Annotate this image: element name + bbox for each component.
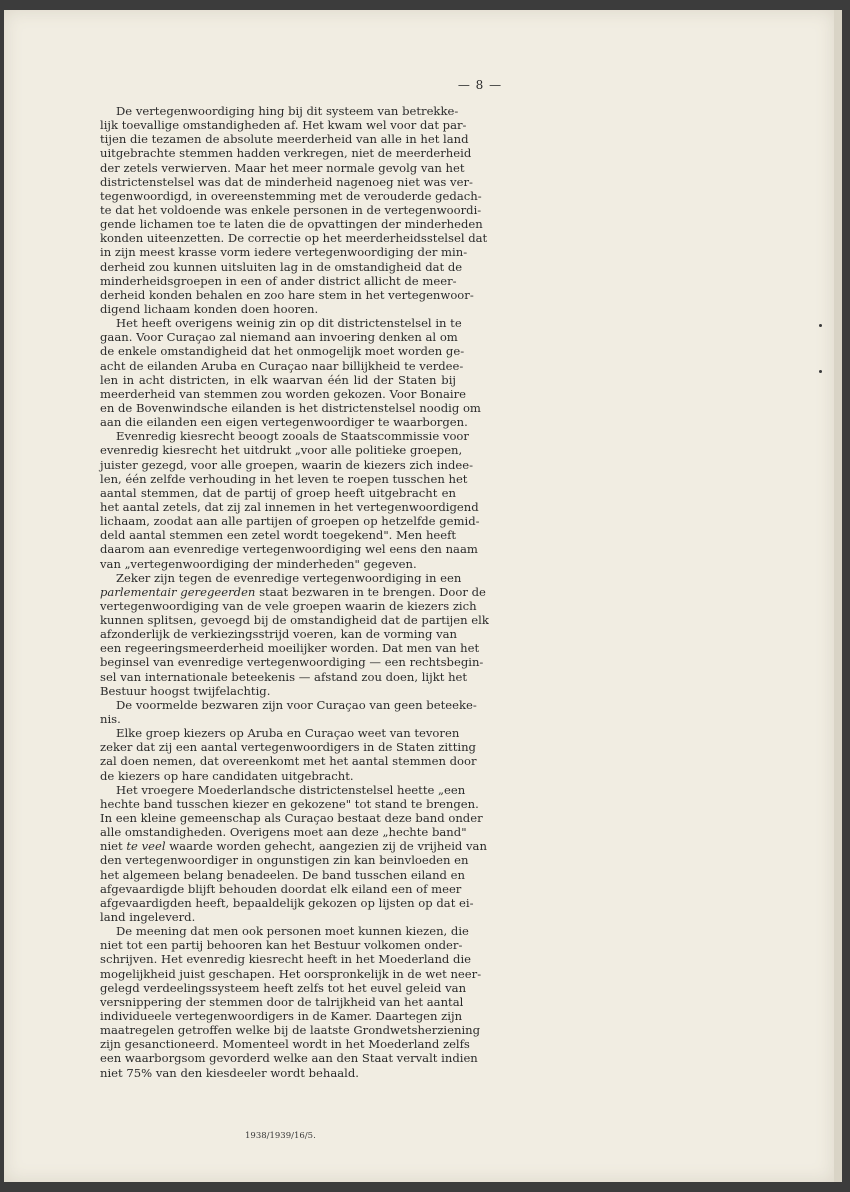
text-line: derheid konden behalen en zoo hare stem in het vertegenwoor- [100,287,474,302]
text-line: aantal stemmen, dat de partij of groep heeft uitgebracht en [100,485,456,500]
text-line: land ingeleverd. [100,910,196,925]
text-line: de enkele omstandigheid dat het onmogelijk moet worden ge- [100,344,465,359]
paragraph [84,726,477,783]
text-line: len in acht districten, in elk waarvan één lid der Staten bij [100,372,456,387]
text-line: De meening dat men ook personen moet kunnen kiezen, die [116,924,469,939]
text-line: niet te veel waarde worden gehecht, aangezien zij de vrijheid van [100,839,487,854]
body-text [84,104,489,1080]
text-line: gelegd verdeelingssysteem heeft zelfs tot het euvel geleid van [100,980,467,995]
paragraph [84,429,480,571]
text-line: districtenstelsel was dat de minderheid nagenoeg niet was ver- [100,174,473,189]
text-line: alle omstandigheden. Overigens moet aan deze „hechte band" [100,825,467,840]
text-line: in zijn meest krasse vorm iedere vertegenwoordiging der min- [100,245,468,260]
text-line: De vertegenwoordiging hing bij dit systeem van betrekke- [116,104,459,118]
text-line: juister gezegd, voor alle groepen, waarin de kiezers zich indee- [100,457,474,472]
text-line: Elke groep kiezers op Aruba en Curaçao weet van tevoren [116,726,460,741]
text-line: van „vertegenwoordiging der minderheden" gegeven. [100,556,417,571]
text-line: gaan. Voor Curaçao zal niemand aan invoering denken al om [100,330,458,345]
archive-reference: 1938/1939/16/5. [245,1131,316,1141]
text-line: In een kleine gemeenschap als Curaçao bestaat deze band onder [100,811,483,826]
text-line: kunnen splitsen, gevoegd bij de omstandigheid dat de partijen elk [100,613,489,628]
margin-speck [819,370,822,373]
text-line: een waarborgsom gevorderd welke aan den Staat vervalt indien [100,1051,478,1066]
text-line: nis. [100,712,121,727]
text-line: minderheidsgroepen in een of ander district allicht de meer- [100,273,457,288]
text-line: Bestuur hoogst twijfelachtig. [100,683,271,698]
text-line: en de Bovenwindsche eilanden is het districtenstelsel noodig om [100,400,481,415]
text-line: zijn gesanctioneerd. Momenteel wordt in het Moederland zelfs [100,1037,470,1052]
text-line: afgevaardigde blijft behouden doordat elk eiland een of meer [100,881,462,896]
text-line: tijen die tezamen de absolute meerderheid van alle in het land [100,132,469,147]
page-number: — 8 — [457,78,503,92]
text-line: het aantal zetels, dat zij zal innemen in het vertegenwoordigend [100,499,479,514]
text-line: te dat het voldoende was enkele personen in de vertegenwoordi- [100,202,482,217]
text-line: konden uiteenzetten. De correctie op het meerderheidsstelsel dat [100,231,488,246]
text-line: derheid zou kunnen uitsluiten lag in de omstandigheid dat de [100,259,463,274]
text-line: hechte band tusschen kiezer en gekozene" tot stand te brengen. [100,796,479,811]
text-line: evenredig kiesrecht het uitdrukt „voor alle politieke groepen, [100,443,463,458]
text-line: schrijven. Het evenredig kiesrecht heeft in het Moederland die [100,952,472,967]
text-line: de kiezers op hare candidaten uitgebracht. [100,768,354,783]
text-line: het algemeen belang benadeelen. De band tusschen eiland en [100,867,465,882]
text-line: versnippering der stemmen door de talrijkheid van het aantal [100,994,464,1009]
text-line: De voormelde bezwaren zijn voor Curaçao van geen beteeke- [116,697,477,712]
text-line: daarom aan evenredige vertegenwoordiging wel eens den naam [100,542,478,557]
text-line: vertegenwoordiging van de vele groepen waarin de kiezers zich [100,598,477,613]
text-line: Zeker zijn tegen de evenredige vertegenwoordiging in een [116,570,462,585]
text-line: afgevaardigden heeft, bepaaldelijk gekozen op lijsten op dat ei- [100,895,474,910]
text-line: lijk toevallige omstandigheden af. Het kwam wel voor dat par- [100,118,467,133]
text-line: sel van internationale beteekenis — afstand zou doen, lijkt het [100,669,468,684]
text-line: deld aantal stemmen een zetel wordt toegekend". Men heeft [100,528,457,543]
text-line: zal doen nemen, dat overeenkomt met het aantal stemmen door [100,754,477,769]
paragraph [84,924,482,1080]
text-line: Het heeft overigens weinig zin op dit districtenstelsel in te [116,316,462,331]
paragraph [84,570,489,698]
text-line: den vertegenwoordiger in ongunstigen zin kan beinvloeden en [100,853,469,868]
text-line: digend lichaam konden doen hooren. [100,301,319,316]
margin-speck [819,324,822,327]
text-line: Evenredig kiesrecht beoogt zooals de Staatscommissie voor [116,429,469,444]
text-line: Het vroegere Moederlandsche districtenstelsel heette „een [116,782,466,797]
text-line: niet tot een partij behooren kan het Bestuur volkomen onder- [100,938,463,953]
text-line: zeker dat zij een aantal vertegenwoordigers in de Staten zitting [100,740,476,755]
text-line: mogelijkheid juist geschapen. Het oorspronkelijk in de wet neer- [100,966,482,981]
text-line: beginsel van evenredige vertegenwoordiging — een rechtsbegin- [100,655,484,670]
paragraph [84,697,477,727]
text-line: individueele vertegenwoordigers in de Kamer. Daartegen zijn [100,1009,463,1023]
page-edge [834,10,842,1182]
text-line: een regeeringsmeerderheid moeilijker worden. Dat men van het [100,641,480,656]
text-line: acht de eilanden Aruba en Curaçao naar billijkheid te verdee- [100,358,464,373]
text-line: lichaam, zoodat aan alle partijen of groepen op hetzelfde gemid- [100,514,480,529]
text-line: meerderheid van stemmen zou worden gekozen. Voor Bonaire [100,386,467,401]
text-line: afzonderlijk de verkiezingsstrijd voeren, kan de vorming van [100,627,458,642]
text-line: uitgebrachte stemmen hadden verkregen, niet de meerderheid [100,146,472,161]
text-line: maatregelen getroffen welke bij de laatste Grondwetsherziening [100,1023,481,1038]
text-line: der zetels verwierven. Maar het meer normale gevolg van het [100,160,465,175]
text-line: parlementair geregeerden staat bezwaren in te brengen. Door de [100,584,486,599]
paragraph [84,316,481,430]
text-line: len, één zelfde verhouding in het leven te roepen tusschen het [100,471,468,486]
text-line: aan die eilanden een eigen vertegenwoordiger te waarborgen. [100,415,468,430]
text-line: niet 75% van den kiesdeeler wordt behaald. [100,1065,359,1080]
paragraph [84,104,488,316]
paragraph [84,782,487,925]
text-line: tegenwoordigd, in overeenstemming met de verouderde gedach- [100,188,482,203]
text-line: gende lichamen toe te laten die de opvattingen der minderheden [100,217,483,232]
